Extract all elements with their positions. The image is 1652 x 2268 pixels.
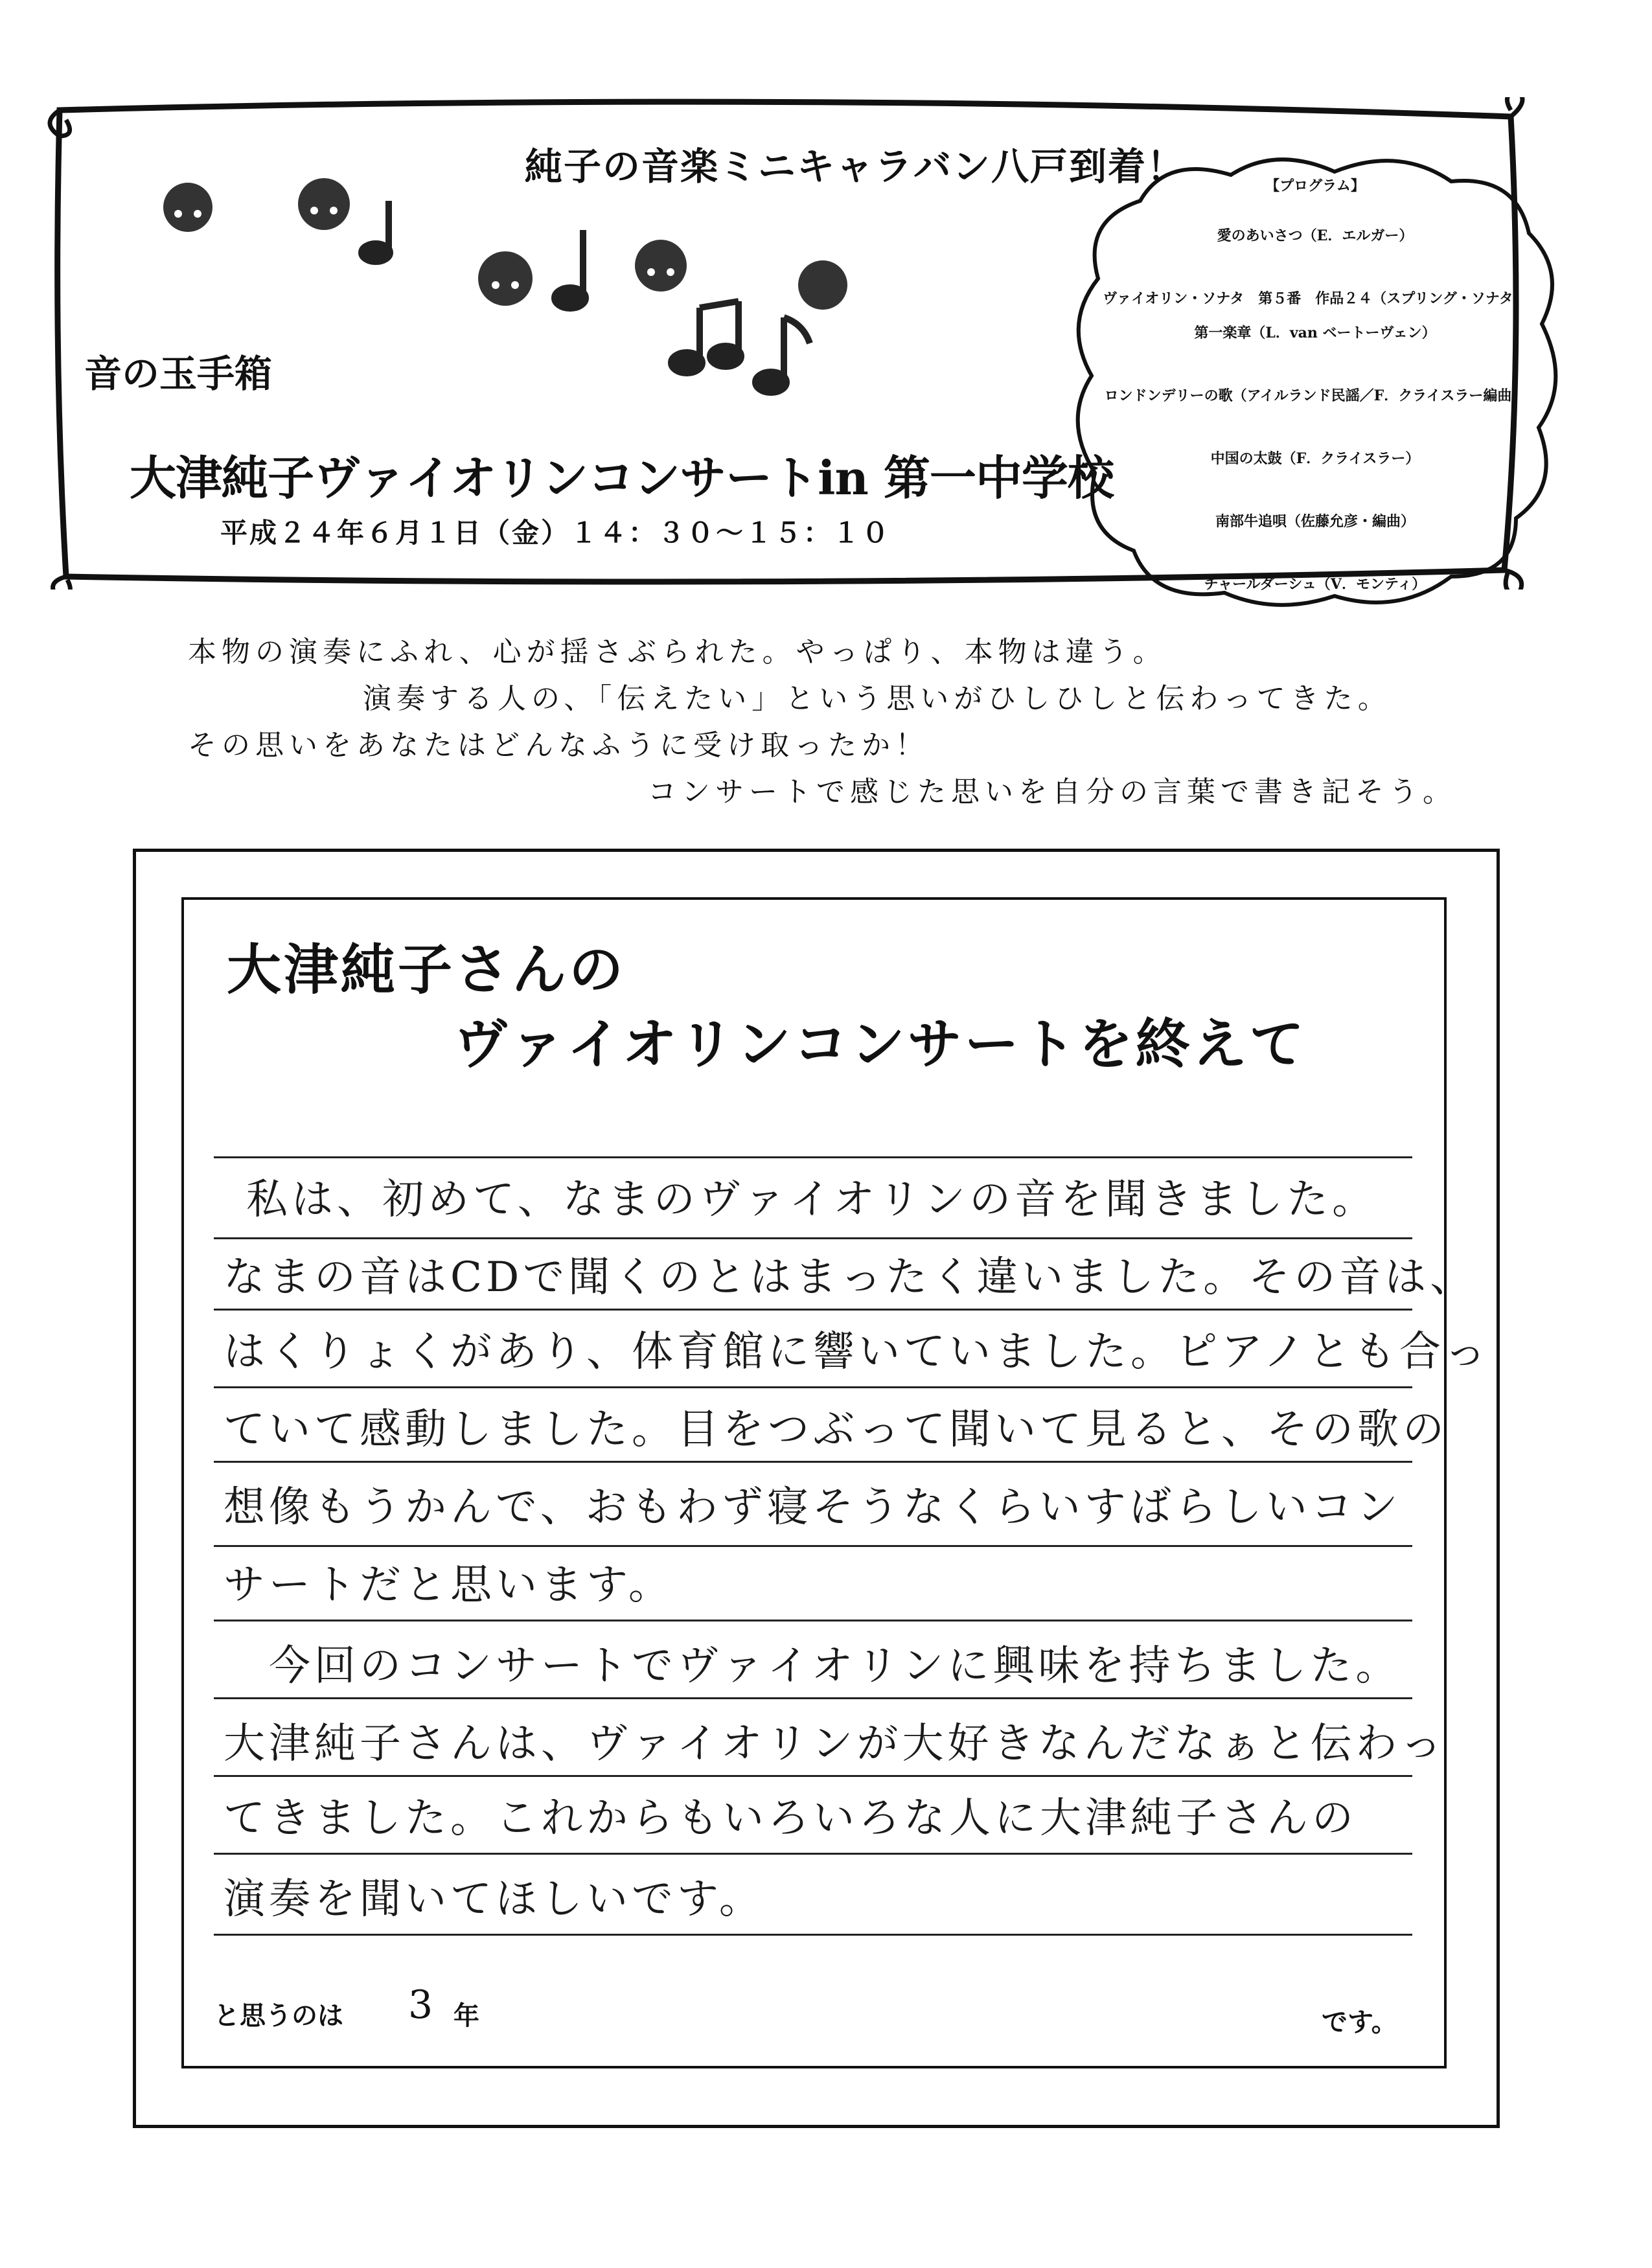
program-heading: 【プログラム】	[1265, 178, 1365, 194]
grade-number: 3	[408, 1982, 433, 2028]
program-item: 南部牛追唄（佐藤允彦・編曲）	[1215, 513, 1415, 530]
ruled-line	[214, 1545, 1412, 1547]
program-item: ヴァイオリン・ソナタ 第５番 作品２４（スプリング・ソナタ）	[1103, 290, 1528, 307]
handwritten-line: はくりょくがあり、体育館に響いていました。ピアノとも合っ	[224, 1328, 1490, 1376]
footer-prefix: と思うのは	[214, 2001, 343, 2031]
essay-title-line1: 大津純子さんの	[227, 938, 626, 1002]
concert-date: 平成２４年６月１日（金）１４：３０～１５：１０	[220, 517, 891, 549]
concert-title: 大津純子ヴァイオリンコンサートin 第一中学校	[130, 450, 1114, 505]
ruled-line	[214, 1934, 1412, 1936]
handwritten-line: サートだと思います。	[224, 1561, 674, 1609]
ruled-line	[214, 1237, 1412, 1239]
ruled-line	[214, 1156, 1412, 1158]
ruled-line	[214, 1775, 1412, 1777]
program-item: ロンドンデリーの歌（アイルランド民謡／F．クライスラー編曲）	[1104, 387, 1526, 404]
handwritten-line: 私は、初めて、なまのヴァイオリンの音を聞きました。	[246, 1176, 1378, 1224]
handwritten-line: 演奏を聞いてほしいです。	[224, 1875, 764, 1923]
handwritten-line: なまの音はCDで聞くのとはまったく違いました。その音は、	[224, 1254, 1476, 1301]
ruled-line	[214, 1309, 1412, 1311]
ruled-line	[214, 1461, 1412, 1463]
program-item: 愛のあいさつ（E．エルガー）	[1217, 227, 1414, 244]
essay-title-line2: ヴァイオリンコンサートを終えて	[453, 1013, 1307, 1076]
program-item: チャールダーシュ（V．モンティ）	[1204, 576, 1427, 593]
handwritten-line: てきました。これからもいろいろな人に大津純子さんの	[224, 1794, 1357, 1842]
intro-line: その思いをあなたはどんなふうに受け取ったか！	[188, 729, 929, 762]
children-and-notes-illustration	[117, 168, 907, 441]
intro-line: 本物の演奏にふれ、心が揺さぶられた。やっぱり、本物は違う。	[188, 636, 1167, 669]
ruled-line	[214, 1386, 1412, 1388]
intro-line: 演奏する人の、「伝えたい」という思いがひしひしと伝わってきた。	[363, 682, 1392, 715]
grade-unit: 年	[453, 2001, 479, 2031]
ruled-line	[214, 1853, 1412, 1855]
banner-subtitle: 音の玉手箱	[84, 352, 273, 396]
banner-headline: 純子の音楽ミニキャラバン八戸到着！	[525, 144, 1186, 189]
footer-suffix: です。	[1322, 2008, 1397, 2037]
ruled-line	[214, 1620, 1412, 1621]
ruled-line	[214, 1697, 1412, 1699]
handwritten-line: 今回のコンサートでヴァイオリンに興味を持ちました。	[224, 1642, 1401, 1690]
handwritten-line: 大津純子さんは、ヴァイオリンが大好きなんだなぁと伝わっ	[224, 1720, 1446, 1768]
handwritten-line: ていて感動しました。目をつぶって聞いて見ると、その歌の	[224, 1406, 1448, 1454]
program-item: 中国の太鼓（F．クライスラー）	[1210, 450, 1420, 467]
handwritten-line: 想像もうかんで、おもわず寝そうなくらいすばらしいコン	[224, 1483, 1402, 1531]
intro-line: コンサートで感じた思いを自分の言葉で書き記そう。	[648, 775, 1456, 808]
program-item: 第一楽章（L．van ベートーヴェン）	[1194, 325, 1436, 341]
program-cloud	[1062, 149, 1568, 615]
